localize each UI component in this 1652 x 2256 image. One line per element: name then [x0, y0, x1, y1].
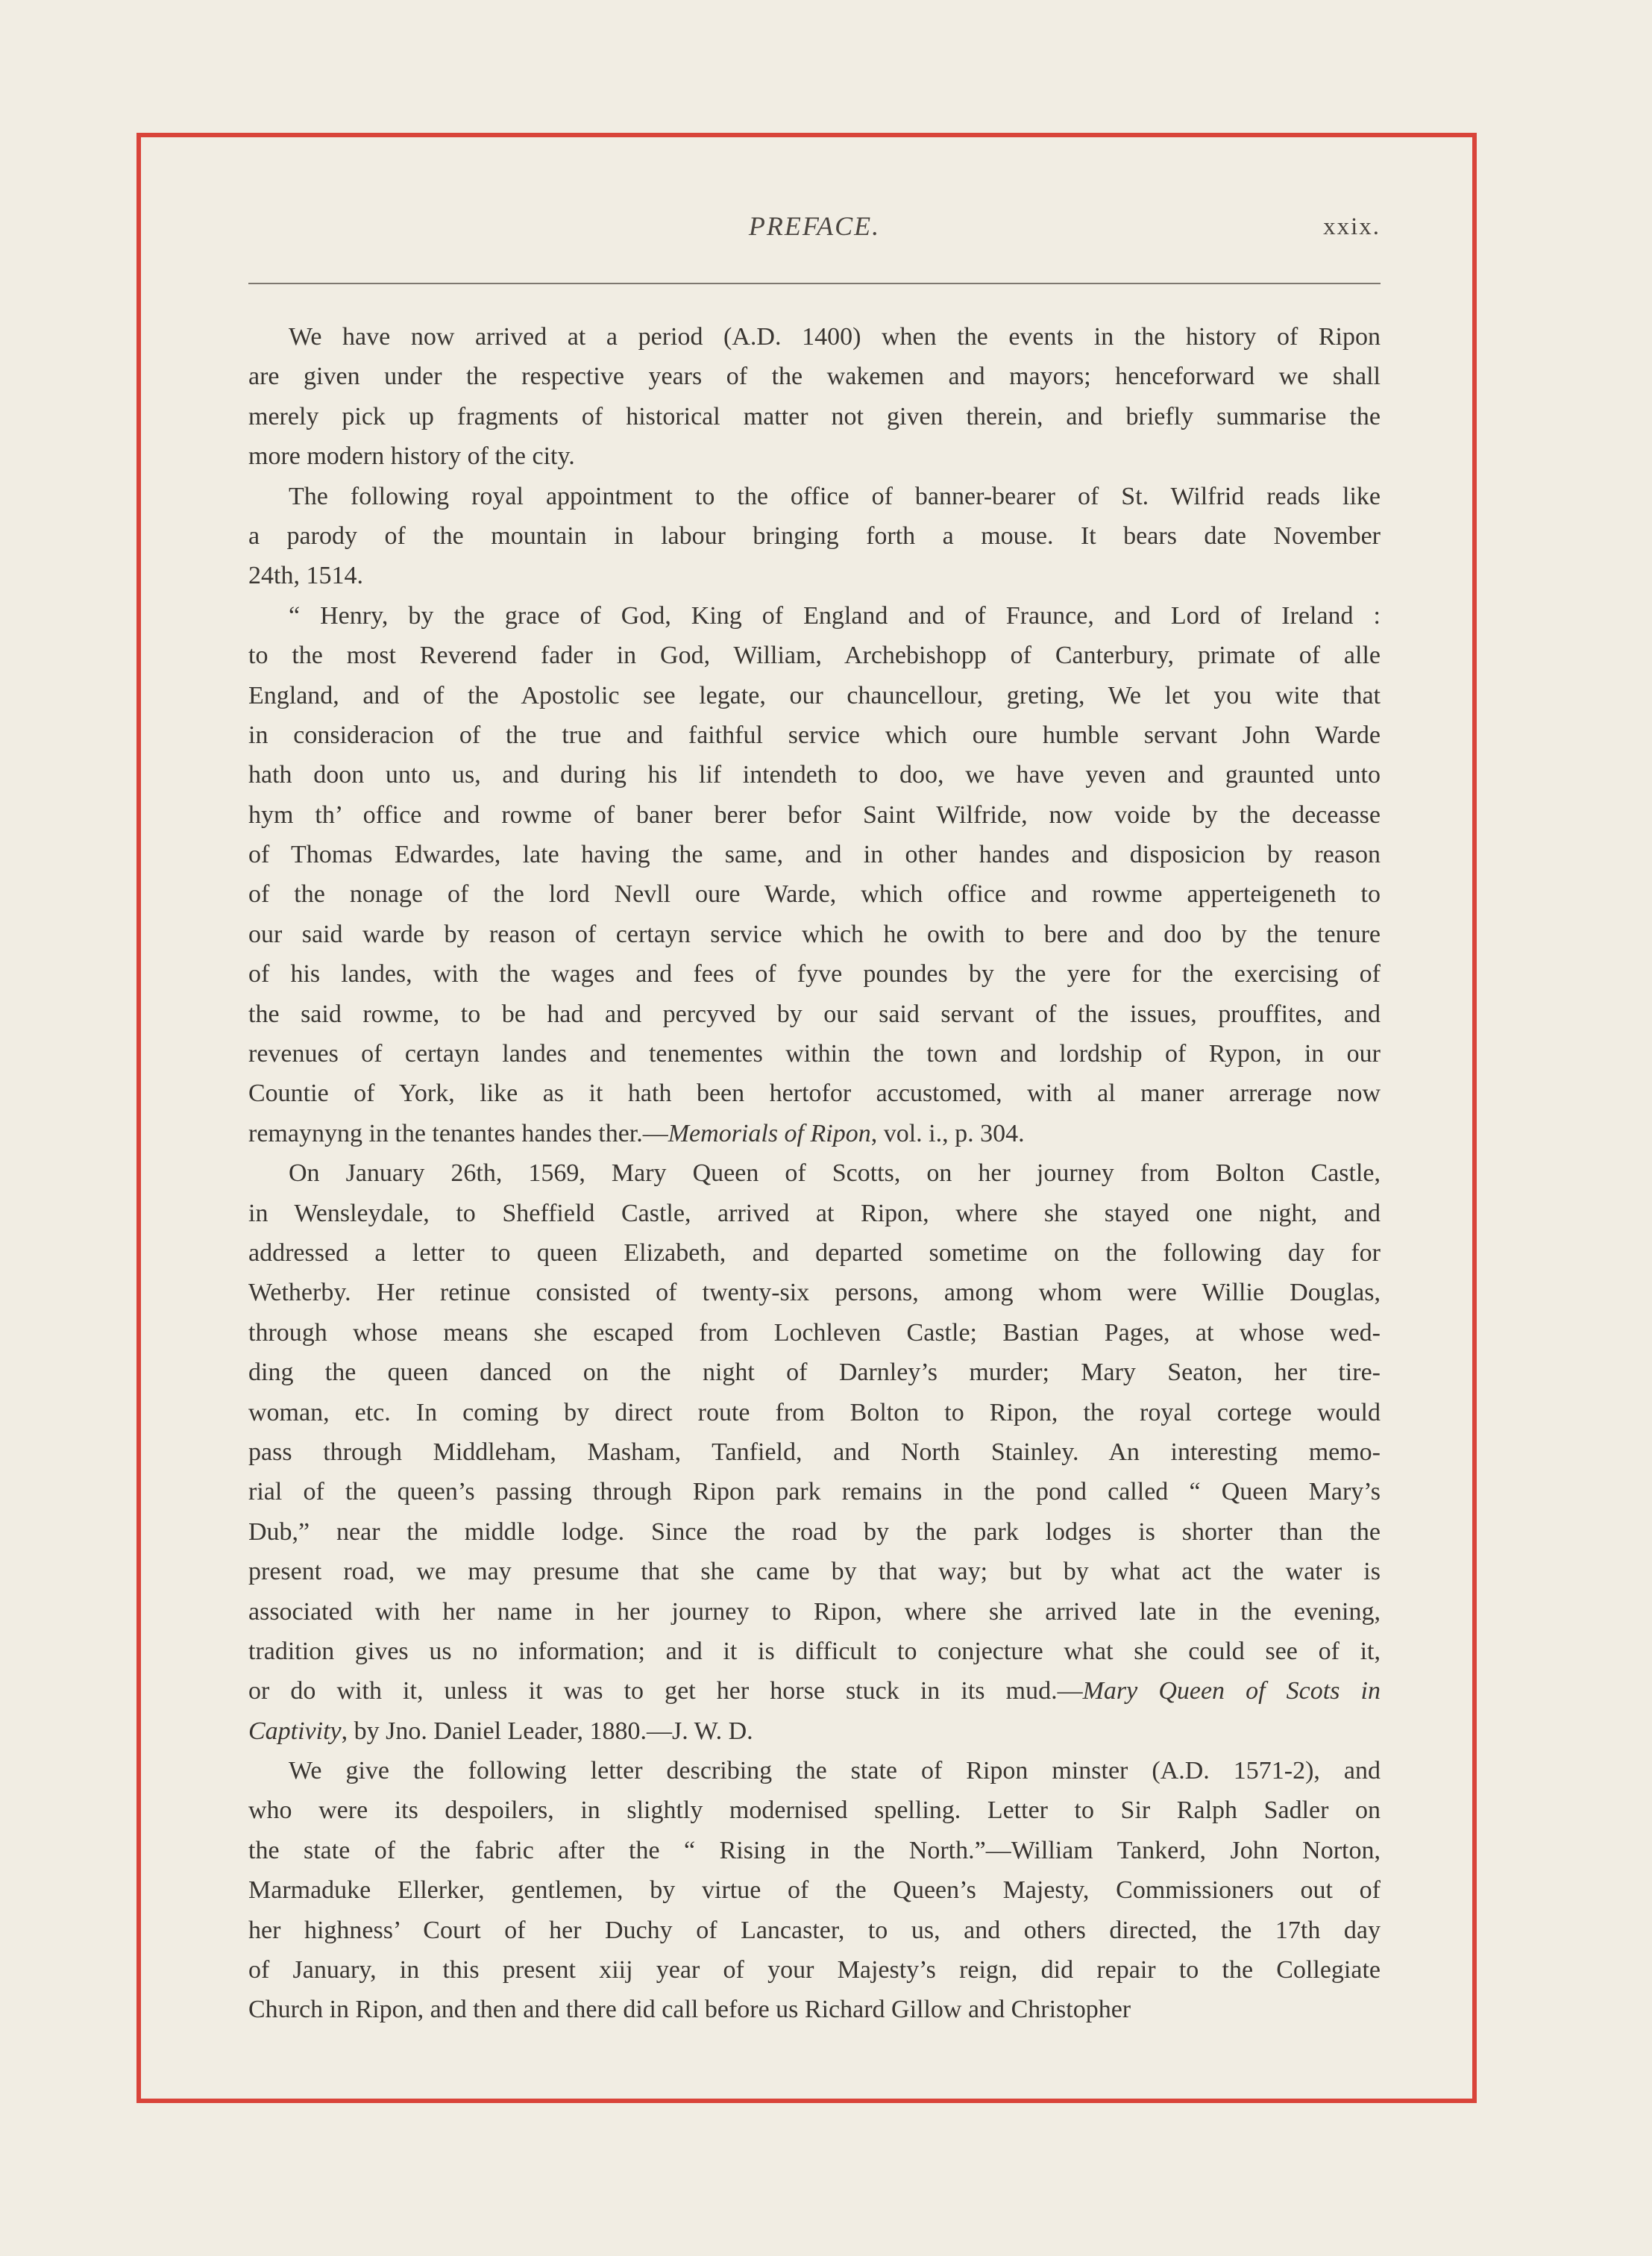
text-segment: through whose means she escaped from Lochleven Castle; Bastian Pages, at whose wed-: [248, 1318, 1381, 1347]
text-line: [248, 1034, 1381, 1074]
text-line: [248, 1233, 1381, 1273]
citation-title: Memorials of Ripon: [668, 1119, 871, 1147]
text-line: [248, 556, 1381, 595]
text-segment: more modern history of the city.: [248, 442, 575, 471]
text-segment: , vol. i., p. 304.: [870, 1119, 1025, 1147]
text-line: [248, 994, 1381, 1034]
text-segment: of January, in this present xiij year of your Majesty’s reign, did repair to the Collegiate: [248, 1956, 1381, 1984]
text-line: [248, 874, 1381, 914]
text-segment: are given under the respective years of the wakemen and mayors; henceforward we shall: [248, 363, 1381, 391]
text-segment: “ Henry, by the grace of God, King of England and of Fraunce, and Lord of Ireland :: [289, 601, 1381, 630]
text-line: [248, 715, 1381, 755]
text-segment: the state of the fabric after the “ Rising in the North.”—William Tankerd, John Norton,: [248, 1836, 1381, 1864]
text-line: [248, 1751, 1381, 1790]
text-segment: The following royal appointment to the office of banner-bearer of St. Wilfrid reads like: [289, 482, 1381, 510]
text-line: [248, 1552, 1381, 1591]
text-segment: who were its despoilers, in slightly modernised spelling. Letter to Sir Ralph Sadler on: [248, 1796, 1381, 1825]
text-segment: merely pick up fragments of historical matter not given therein, and briefly summarise the: [248, 402, 1381, 430]
text-segment: or do with it, unless it was to get her horse stuck in its mud.—: [248, 1677, 1083, 1705]
text-line: [248, 1870, 1381, 1910]
text-line: [248, 1074, 1381, 1113]
text-segment: revenues of certayn landes and tenementes within the town and lordship of Rypon, in our: [248, 1040, 1381, 1068]
text-segment: 24th, 1514.: [248, 562, 363, 590]
text-segment: addressed a letter to queen Elizabeth, and departed sometime on the following day for: [248, 1238, 1381, 1267]
text-line: [248, 676, 1381, 715]
text-segment: remaynyng in the tenantes handes ther.—: [248, 1119, 668, 1147]
body-text: [248, 317, 1381, 2030]
text-segment: of his landes, with the wages and fees of fyve poundes by the yere for the exercising of: [248, 960, 1381, 988]
text-segment: woman, etc. In coming by direct route from Bolton to Ripon, the royal cortege would: [248, 1398, 1381, 1426]
text-line: [248, 1592, 1381, 1632]
text-segment: Marmaduke Ellerker, gentlemen, by virtue of the Queen’s Majesty, Commissioners out of: [248, 1876, 1381, 1905]
text-segment: We have now arrived at a period (A.D. 1400) when the events in the history of Ripon: [289, 323, 1381, 351]
text-segment: present road, we may presume that she came by that way; but by what act the water is: [248, 1558, 1381, 1586]
text-line: [248, 1990, 1381, 2029]
text-segment: , by Jno. Daniel Leader, 1880.—J. W. D.: [341, 1717, 753, 1745]
text-line: [248, 1393, 1381, 1432]
text-segment: hym th’ office and rowme of baner berer befor Saint Wilfride, now voide by the deceasse: [248, 800, 1381, 829]
text-line: [248, 1911, 1381, 1950]
text-segment: ding the queen danced on the night of Darnley’s murder; Mary Seaton, her tire-: [248, 1359, 1381, 1387]
text-line: [248, 954, 1381, 994]
text-line: [248, 915, 1381, 954]
text-line: [248, 1313, 1381, 1353]
text-line: [248, 1632, 1381, 1671]
text-line: [248, 1273, 1381, 1312]
text-line: [248, 1472, 1381, 1511]
text-line: [248, 596, 1381, 636]
text-segment: Church in Ripon, and then and there did call before us Richard Gillow and Christopher: [248, 1996, 1131, 2024]
text-segment: Wetherby. Her retinue consisted of twenty-six persons, among whom were Willie Douglas,: [248, 1279, 1381, 1307]
text-line: [248, 477, 1381, 516]
text-segment: pass through Middleham, Masham, Tanfield, and North Stainley. An interesting memo-: [248, 1438, 1381, 1466]
text-segment: our said warde by reason of certayn service which he owith to bere and doo by the tenure: [248, 920, 1381, 948]
text-line: [248, 1153, 1381, 1193]
text-segment: her highness’ Court of her Duchy of Lancaster, to us, and others directed, the 17th day: [248, 1916, 1381, 1944]
text-line: [248, 1950, 1381, 1990]
text-line: [248, 1711, 1381, 1751]
text-line: [248, 357, 1381, 396]
text-line: [248, 1831, 1381, 1870]
header-rule: [248, 283, 1381, 284]
text-line: [248, 835, 1381, 874]
text-segment: On January 26th, 1569, Mary Queen of Scotts, on her journey from Bolton Castle,: [289, 1159, 1381, 1188]
text-segment: rial of the queen’s passing through Ripon park remains in the pond called “ Queen Mary’s: [248, 1478, 1381, 1506]
text-line: [248, 1432, 1381, 1472]
text-line: [248, 1114, 1381, 1153]
running-header: [248, 210, 1381, 248]
running-title: PREFACE.: [748, 211, 881, 241]
text-segment: hath doon unto us, and during his lif intendeth to doo, we have yeven and graunted unto: [248, 761, 1381, 789]
text-segment: Dub,” near the middle lodge. Since the road by the park lodges is shorter than the: [248, 1517, 1381, 1546]
text-segment: in Wensleydale, to Sheffield Castle, arrived at Ripon, where she stayed one night, and: [248, 1199, 1381, 1227]
text-line: [248, 1194, 1381, 1233]
citation-title: Captivity: [248, 1717, 342, 1745]
text-line: [248, 317, 1381, 357]
text-line: [248, 795, 1381, 835]
text-line: [248, 516, 1381, 556]
text-segment: England, and of the Apostolic see legate, our chauncellour, greting, We let you wite that: [248, 681, 1381, 709]
page-number: xxix.: [1323, 213, 1381, 240]
text-segment: associated with her name in her journey to Ripon, where she arrived late in the evening,: [248, 1597, 1381, 1626]
text-segment: of Thomas Edwardes, late having the same, and in other handes and disposicion by reason: [248, 841, 1381, 869]
text-segment: of the nonage of the lord Nevll oure Warde, which office and rowme apperteigeneth to: [248, 880, 1381, 909]
text-line: [248, 1790, 1381, 1830]
text-segment: We give the following letter describing the state of Ripon minster (A.D. 1571-2), and: [289, 1757, 1381, 1785]
text-line: [248, 1512, 1381, 1552]
citation-title: Mary Queen of Scots in: [1082, 1677, 1381, 1705]
text-line: [248, 397, 1381, 436]
text-line: [248, 1671, 1381, 1711]
text-line: [248, 1353, 1381, 1392]
text-segment: in consideracion of the true and faithful service which oure humble servant John Warde: [248, 721, 1381, 749]
text-segment: a parody of the mountain in labour bringing forth a mouse. It bears date November: [248, 521, 1381, 550]
text-segment: Countie of York, like as it hath been hertofor accustomed, with al maner arrerage now: [248, 1080, 1381, 1108]
text-segment: tradition gives us no information; and it is difficult to conjecture what she could see of it,: [248, 1637, 1381, 1665]
text-segment: the said rowme, to be had and percyved by our said servant of the issues, prouffites, and: [248, 1000, 1381, 1028]
text-segment: to the most Reverend fader in God, William, Archebishopp of Canterbury, primate of alle: [248, 642, 1381, 670]
text-line: [248, 755, 1381, 795]
text-line: [248, 436, 1381, 476]
text-line: [248, 636, 1381, 675]
